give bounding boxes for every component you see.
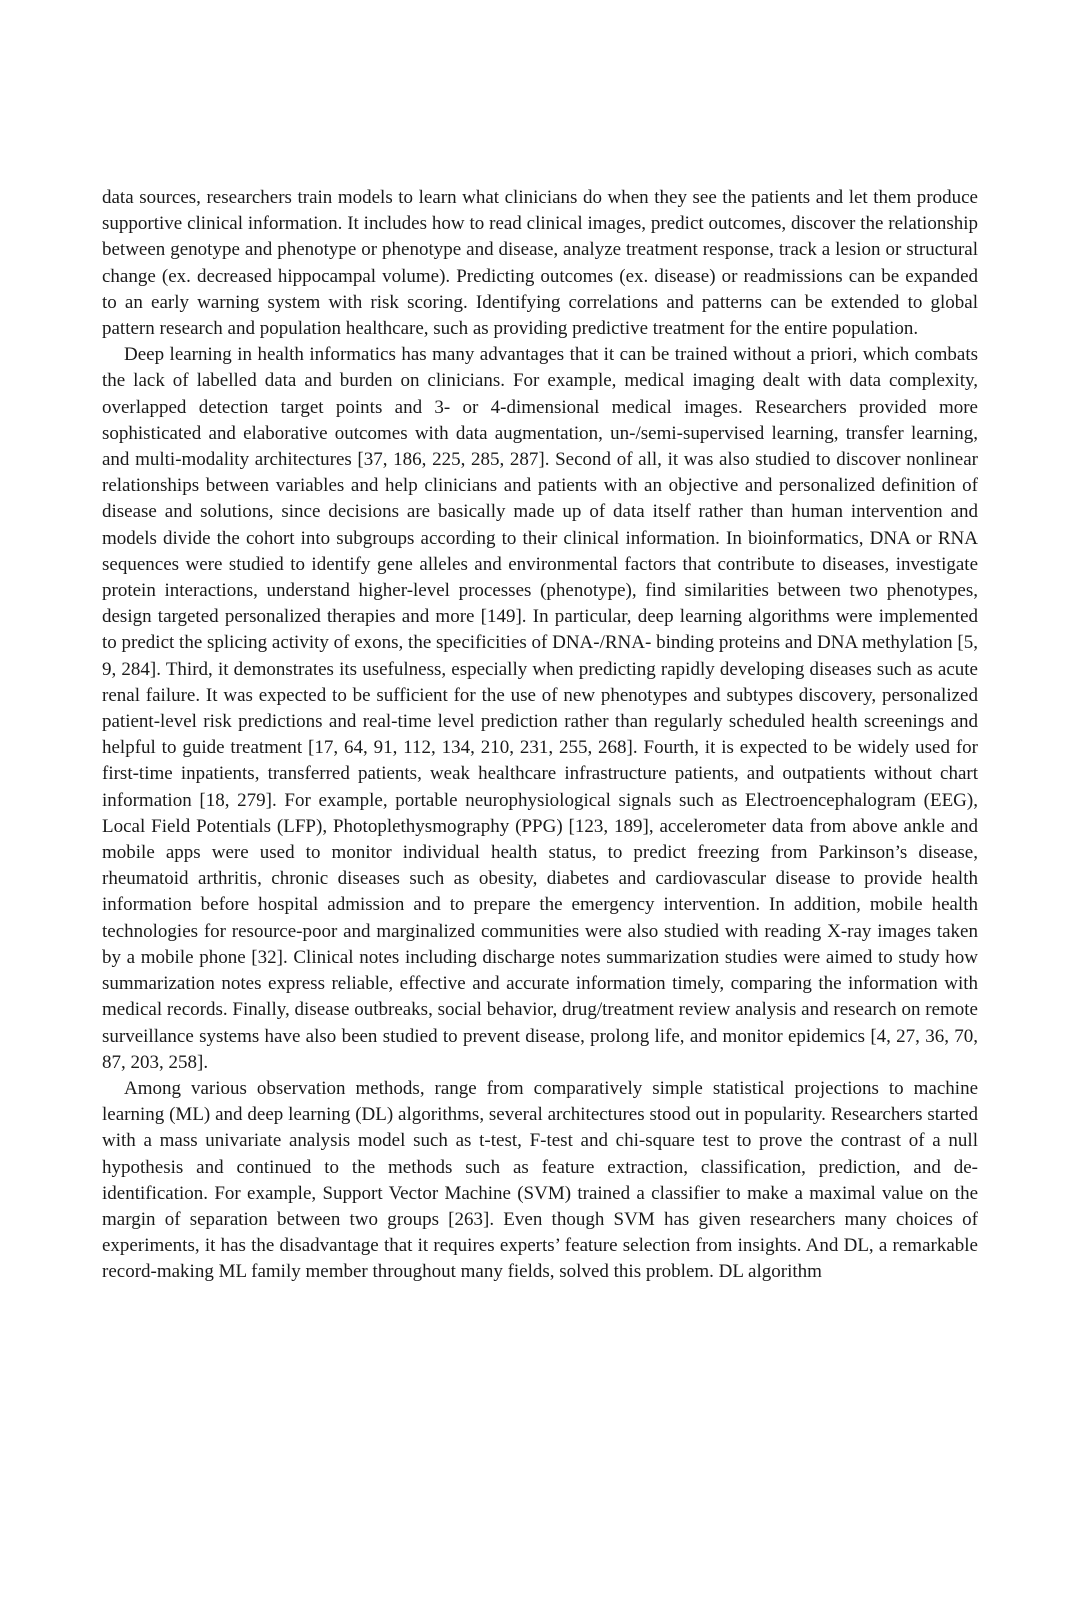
paragraph-deep-learning-advantages: Deep learning in health informatics has many advantages that it can be trained without a priori, which combats the lack of labelled data and burden on clinicians. For example, medical imaging dealt with data complexity, overlapped detection target points and 3- or 4-dimensional medical images. Researchers provided more sophisticated and elaborative outcomes with data augmentation, un-/semi-supervised learning, transfer learning, and multi-modality architectures [37, 186, 225, 285, 287]. Second of all, it was also studied to discover nonlinear relationships between variables and help clinicians and patients with an objective and personalized definition of disease and solutions, since decisions are basically made up of data itself rather than human intervention and models divide the cohort into subgroups according to their clinical information. In bioinformatics, DNA or RNA sequences were studied to identify gene alleles and environmental factors that contribute to diseases, investigate protein interactions, understand higher-level processes (phenotype), find similarities between two phenotypes, design targeted personalized therapies and more [149]. In particular, deep learning algorithms were implemented to predict the splicing activity of exons, the specificities of DNA-/RNA- binding proteins and DNA methylation [5, 9, 284]. Third, it demonstrates its usefulness, especially when predicting rapidly developing diseases such as acute renal failure. It was expected to be sufficient for the use of new phenotypes and subtypes discovery, personalized patient-level risk predictions and real-time level prediction rather than regularly scheduled health screenings and helpful to guide treatment [17, 64, 91, 112, 134, 210, 231, 255, 268]. Fourth, it is expected to be widely used for first-time inpatients, transferred patients, weak healthcare infrastructure patients, and outpatients without chart information [18, 279]. For example, portable neurophysiological signals such as Electroencephalogram (EEG), Local Field Potentials (LFP), Photoplethysmography (PPG) [123, 189], accelerometer data from above ankle and mobile apps were used to monitor individual health status, to predict freezing from Parkinson’s disease, rheumatoid arthritis, chronic diseases such as obesity, diabetes and cardiovascular disease to provide health information before hospital admission and to prepare the emergency intervention. In addition, mobile health technologies for resource-poor and marginalized communities were also studied with reading X-ray images taken by a mobile phone [32]. Clinical notes including discharge notes summarization studies were aimed to study how summarization notes express reliable, effective and accurate information timely, comparing the information with medical records. Finally, disease outbreaks, social behavior, drug/treatment review analysis and research on remote surveillance systems have also been studied to prevent disease, prolong life, and monitor epidemics [4, 27, 36, 70, 87, 203, 258]. <box>102 344 978 1073</box>
page-body <box>102 185 978 1286</box>
paragraph-observation-methods: Among various observation methods, range from comparatively simple statistical projections to machine learning (ML) and deep learning (DL) algorithms, several architectures stood out in popularity. Researchers started with a mass univariate analysis model such as t-test, F-test and chi-square test to prove the contrast of a null hypothesis and continued to the methods such as feature extraction, classification, prediction, and de-identification. For example, Support Vector Machine (SVM) trained a classifier to make a maximal value on the margin of separation between two groups [263]. Even though SVM has given researchers many choices of experiments, it has the disadvantage that it requires experts’ feature selection from insights. And DL, a remarkable record-making ML family member throughout many fields, solved this problem. DL algorithm <box>102 1077 978 1283</box>
paragraph-continuation: data sources, researchers train models to learn what clinicians do when they see the patients and let them produce supportive clinical information. It includes how to read clinical images, predict outcomes, discover the relationship between genotype and phenotype or phenotype and disease, analyze treatment response, track a lesion or structural change (ex. decreased hippocampal volume). Predicting outcomes (ex. disease) or readmissions can be expanded to an early warning system with risk scoring. Identifying correlations and patterns can be extended to global pattern research and population healthcare, such as providing predictive treatment for the entire population. <box>102 187 978 340</box>
